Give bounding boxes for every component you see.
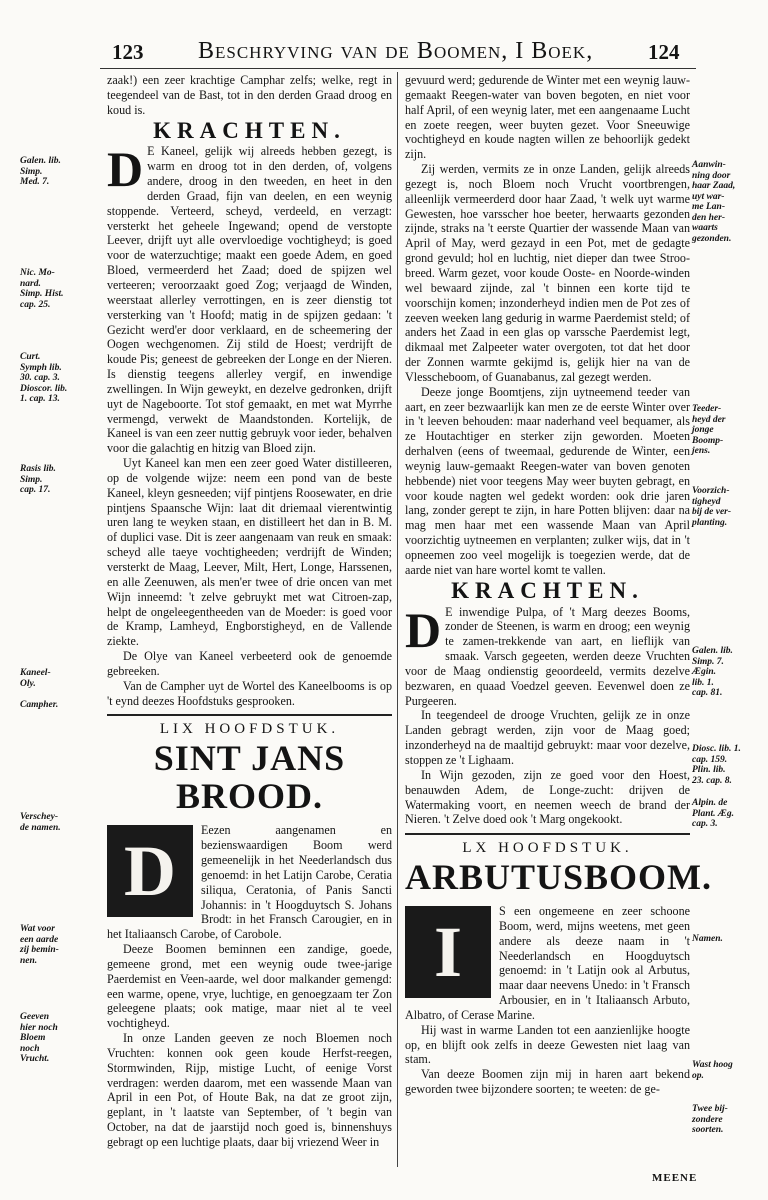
margin-note: Diosc. lib. 1. cap. 159. Plin. lib. 23. cap. 8. — [692, 744, 741, 786]
paragraph: E Kaneel, gelijk wij alreeds hebben gezegt, is warm en droog tot in den derden, of, volgens andere, droog in den tweeden, en heet in den derden Graad, fijn van deelen, en een weynig stoppende. Verteerd, scheyd, verdeeld, en verzagt: versterkt het geheele Ingewand; opend de verstopte Leever, drijft uyt alle overvloedige vochtigheyd; is goed voor de waterzuchtige; maakt een goede Adem, en goed Bloed, vermeerderd het Zaad; doed de spijzen wel verteeren; veroorzaakt goed Zog; verjaagd de Winden, weerstaat allerley verrottingen, en is zeer dienstig tot versterking van 't Hoofd; matig in de spijzen gedaan: 't Gezicht werd'er door verklaard, en de scheemering der Oogen wechgenomen. Zij stild de Hoest; verdrijft de koude Pis; geneest de gebreeken der Longe en der Nieren. Is dienstig teegens allerley vergif, en inwendige zwellingen. In Wijn geweykt, en dezelve gedronken, drijft uyt de Nageboorte. Tot stof gemaakt, en met wat Myrrhe vermengd, verwekt de Maandstonden. Kortelijk, de Kaneel is van een zeer nuttig gebruyk voor ieder, behalven voor die galachtig en hitzig van Bloed zijn. — [107, 144, 392, 456]
margin-note: Voorzich- tigheyd bij de ver- planting. — [692, 486, 732, 528]
margin-note: Alpin. de Plant. Æg. cap. 3. — [692, 798, 734, 829]
chapter-title: ARBUTUSBOOM. — [405, 857, 713, 898]
paragraph: In Wijn gezoden, zijn ze goed voor den Hoest, benauwden Adem, de Longe-zucht: drijven de Watermaking voort, en neemen weech de brand der Nieren. 't Zelve doed ook 't Marg ongekookt. — [405, 767, 690, 827]
margin-note: Curt. Symph lib. 30. cap. 3. Dioscor. lib. 1. cap. 13. — [20, 352, 68, 404]
column-divider — [397, 72, 398, 1167]
left-column — [107, 73, 392, 1150]
section-title-krachten: KRACHTEN. — [451, 577, 644, 603]
paragraph: Deeze Boomen beminnen een zandige, goede, gemeene grond, met een weynig oude twee-jarige Paerdemist en Veen-aarde, wel door malkander gemengd: een warme, opene, vrye, luchtige, en genoegzaam ter Zon geleegene plaats; ook matige, maar niet al te veel vochtigheyd. — [107, 942, 392, 1031]
section-rule — [405, 833, 690, 835]
drop-cap: D — [405, 601, 442, 658]
paragraph: Uyt Kaneel kan men een zeer goed Water distilleeren, op de volgende wijze: neem een pond van de beste Kaneel, kleyn gesneeden; vijf pintjens Roosewater, en drie pintjens Spaansche Wijn: laat dit driemaal vierentwintig uren lang te weyken staan, en distilleert het dan in B. M. of duplici vase. Dit is zeer aangenaam van reuk en smaak: scheyd alle taeye vochtigheeden; verdrijft de Winden; versterkt de Maag, Leever, Milt, Hert, Longe, Harssenen, en alle Zeenuwen, als men'er twee of drie oncen van met Wijn inneemd: 't zelve gebruykt met wat Citroen-zap, helpt de ongeleegentheeden van de Moeder: is goed voor de Kramp, Lamheyd, Engborstigheyd, en de Vallende ziekte. — [107, 456, 392, 649]
paragraph: Van deeze Boomen zijn mij in haren aart bekend geworden twee bijzondere soorten; te weeten: de ge- — [405, 1067, 690, 1097]
page-number-right: 124 — [648, 40, 680, 64]
margin-note: Campher. — [20, 700, 59, 710]
margin-note: Aanwin- ning door haar Zaad, uyt war- me Lan- den her- waarts gezonden. — [692, 160, 736, 244]
ornamental-initial: I — [405, 906, 491, 998]
section-rule — [107, 714, 392, 716]
margin-note: Verschey- de namen. — [20, 812, 61, 833]
paragraph: De Olye van Kaneel verbeeterd ook de genoemde gebreeken. — [107, 649, 392, 678]
paragraph: In teegendeel de drooge Vruchten, gelijk ze in onze Landen gebragt werden, zijn voor de Maag goed; inzonderheyd na de maaltijd gebruykt: maar voor dezelve, stoppen ze 't Lighaam. — [405, 708, 690, 767]
margin-note: Nic. Mo- nard. Simp. Hist. cap. 25. — [20, 268, 64, 310]
paragraph: Deeze jonge Boomtjens, zijn uytneemend teeder van aart, en zeer bezwaarlijk kan men ze de eerste Winter over in 't leeven behouden: maar naderhand veel bequamer, als ze Houtachtiger en sterker zijn geworden. Moeten derhalven (eens of tweemaal, gedurende de Winter, een weynig lauw-gemaakt Reegen-water van boven genoten hebbende) niet voor teegens May weer buyten gebragt, en voor koude nagten wel gedekt worden: ook drie jaren lang, zonder gerept te zijn, in hare Potten blijven: daar na mag men haar met een wassende Maan van April voorzichtig uytneemen en verplanten; zulker wijs, dat in 't opneemen zoo veel mogelijk is toegezien werde, dat de aarde niet van hare wortel komt te vallen. — [405, 384, 690, 577]
ornamental-initial: D — [107, 825, 193, 917]
running-title: Beschryving van de Boomen, I Boek, — [198, 38, 594, 64]
margin-note: Rasis lib. Simp. cap. 17. — [20, 464, 56, 495]
margin-note: Teeder- heyd der jonge Boomp- jens. — [692, 404, 726, 456]
chapter-heading: LIX HOOFDSTUK. — [159, 721, 340, 738]
margin-note: Geeven hier noch Bloem noch Vrucht. — [20, 1012, 58, 1064]
chapter-title: SINT JANS BROOD. — [153, 738, 346, 817]
margin-note: Wat voor een aarde zij bemin- nen. — [20, 924, 59, 966]
paragraph: E inwendige Pulpa, of 't Marg deezes Booms, zonder de Steenen, is warm en droog; een weynig te zamen-trekkende van aart, en lieflijk van smaak. Varsch gegeeten, werden deeze Vruchten voor de Maag ondienstig geoordeeld, vermits dezelve bezwaren, en quaad Voedzel geeven. Eevenwel doen ze Purgeeren. — [405, 604, 690, 708]
paragraph: Hij wast in warme Landen tot een aanzienlijke hoogte op, en blijft ook zelfs in deeze Gewesten niet laag van stam. — [405, 1022, 690, 1067]
margin-note: Galen. lib. Simp. 7. Ægin. lib. 1. cap. 81. — [692, 646, 733, 698]
paragraph: gevuurd werd; gedurende de Winter met een weynig lauw-gemaakt Reegen-water van boven begoten, en niet voor half April, of een weynig later, met een aangenaame Lucht en zoete reegen, weer buyten gezet. Voor Sneeuwige vochtigheyd en koude nagten willen ze behoorlijk gedekt zijn. — [405, 73, 690, 162]
margin-note: Twee bij- zondere soorten. — [692, 1104, 728, 1135]
catchword: MEENE — [652, 1172, 698, 1184]
margin-note: Kaneel- Oly. — [20, 668, 51, 689]
drop-cap: D — [107, 141, 144, 198]
paragraph: Van de Campher uyt de Wortel des Kaneelbooms is op 't eynd deezes Hoofdstuks gesprooken. — [107, 678, 392, 708]
paragraph: S een ongemeene en zeer schoone Boom, werd, mijns weetens, met geen andere als deeze naam in 't Neederlandsch en Hoogduytsch genoemd: in 't Latijn ook al Arbutus, maar daar neevens Unedo: in 't Fransch Arbousier, en in 't Italiaansch Arbuto, Albatro, of Cerase Marine. — [405, 904, 690, 1022]
paragraph: Zij werden, vermits ze in onze Landen, gelijk alreeds gezegt is, noch Bloem noch Vrucht voortbrengen, alleenlijk vermeerderd door haar Zaad, 't welk uyt warme Gewesten, hoe varsscher hoe beeter, herwaarts gezonden zijnde, straks na 't eerste Quartier der wassende Maan van April of May, werd gezayd in een Pot, met de gedagte grond gevuld; hol en luchtig, niet dieper dan twee Stroo-breed. Warm gezet, voor koude Ooste- en Noorde-winden wel bewaard zijnde, zal 't binnen een korte tijd te voorschijn komen; inzonderheyd indien men de Pot zes of zeeven weeken lang gedurig in warme Paerdemist steld; of anders het Zaad in een glas op varssche Paerdemist legt, dikmaal met Zalpeeter water overgoten, tot dat het door der Zonnen warmte gekijmd is, gelijk hier na van de Vlesscheboom, of Guanabanus, zal gezegt werden. — [405, 162, 690, 384]
margin-note: Galen. lib. Simp. Med. 7. — [20, 156, 61, 187]
page-header — [0, 36, 768, 70]
chapter-heading: LX HOOFDSTUK. — [462, 840, 633, 857]
paragraph: In onze Landen geeven ze noch Bloemen noch Vruchten: konnen ook geen koude Herfst-reegen, Stormwinden, Rijp, mistige Lucht, of eenige Vorst verdragen: werden daarom, met een wassende Maan van April in een Pot, of Houte Bak, na dat ze groot zijn, geplant, in 't laatste van September, of 't begin van October, na dat de jaarstijd noch goed is, binnenshuys gebragt op een luchtige plaats, daar bij vriezend Weer in — [107, 1031, 392, 1149]
margin-note: Namen. — [692, 934, 723, 944]
header-rule — [100, 68, 696, 69]
paragraph: Eezen aangenamen en bezienswaardigen Boom werd gemeenelijk in het Neederlandsch dus genoemd: in het Latijn Carobe, Ceratia siliqua, Ceratonia, of Panis Sancti Johannis: in 't Hoogduytsch S. Johans Brodt: in het Fransch Carougier, en in het Italiaansch Carobe, of Carobole. — [107, 823, 392, 942]
section-title-krachten: KRACHTEN. — [153, 117, 346, 143]
margin-note: Wast hoog op. — [692, 1060, 733, 1081]
page-number-left: 123 — [112, 40, 144, 64]
intro-paragraph: zaak!) een zeer krachtige Camphar zelfs; welke, regt in teegendeel van de Bast, tot in den derden Graad droog en koud is. — [107, 73, 392, 117]
